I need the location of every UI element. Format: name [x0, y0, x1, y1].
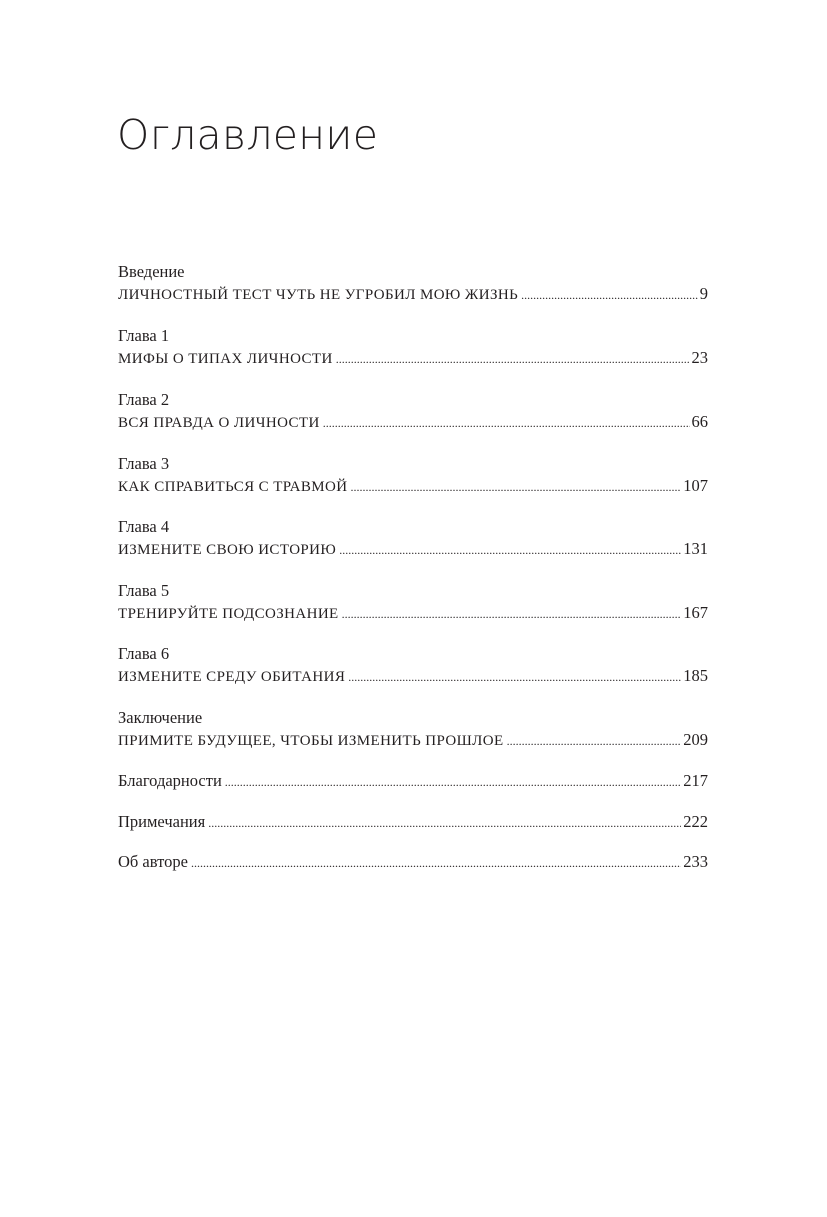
- dot-leader: [507, 730, 682, 752]
- toc-page-number: 217: [683, 771, 708, 790]
- dot-leader: [208, 812, 681, 834]
- toc-entry-kicker: Глава 5: [118, 581, 170, 600]
- toc-entry-about-author[interactable]: [118, 851, 708, 873]
- toc-entry-kicker: Глава 4: [118, 517, 170, 536]
- toc-entry-chapter-1[interactable]: [118, 325, 708, 369]
- toc-entry-line: [118, 347, 708, 369]
- toc-entry-line: [118, 283, 708, 305]
- toc-entry-conclusion[interactable]: [118, 707, 708, 751]
- toc-entry-chapter-6[interactable]: [118, 643, 708, 687]
- toc-entry-title: ИЗМЕНИТЕ СРЕДУ ОБИТАНИЯ: [118, 669, 346, 685]
- toc-entry-title: КАК СПРАВИТЬСЯ С ТРАВМОЙ: [118, 479, 348, 495]
- toc-entry-kicker: Глава 6: [118, 644, 170, 663]
- toc-entry-acknowledgements[interactable]: [118, 770, 708, 792]
- toc-page-number: 9: [699, 284, 708, 303]
- toc-entry-chapter-2[interactable]: [118, 389, 708, 433]
- toc-entry-title: МИФЫ О ТИПАХ ЛИЧНОСТИ: [118, 351, 333, 367]
- toc-entry-line: [118, 602, 708, 624]
- dot-leader: [336, 348, 690, 370]
- toc-entry-line: [118, 411, 708, 433]
- dot-leader: [191, 852, 681, 874]
- toc-entry-chapter-3[interactable]: [118, 453, 708, 497]
- toc-entry-line: [118, 475, 708, 497]
- toc-entry-line: [118, 851, 708, 873]
- toc-page-number: 66: [691, 412, 708, 431]
- toc-entry-title: ПРИМИТЕ БУДУЩЕЕ, ЧТОБЫ ИЗМЕНИТЬ ПРОШЛОЕ: [118, 733, 504, 749]
- toc-entry-line: [118, 811, 708, 833]
- toc-entry-title: ТРЕНИРУЙТЕ ПОДСОЗНАНИЕ: [118, 606, 339, 622]
- toc-entry-line: [118, 665, 708, 687]
- toc-entry-title: Примечания: [118, 812, 206, 831]
- toc-entry-kicker: Глава 1: [118, 326, 170, 345]
- toc-page-number: 185: [683, 666, 708, 685]
- toc-page-number: 209: [683, 730, 708, 749]
- toc-entry-line: [118, 729, 708, 751]
- toc-entry-line: [118, 538, 708, 560]
- toc-page-number: 23: [691, 348, 708, 367]
- toc-page-number: 222: [683, 812, 708, 831]
- toc-entry-introduction[interactable]: [118, 261, 708, 305]
- toc-entry-title: ВСЯ ПРАВДА О ЛИЧНОСТИ: [118, 415, 320, 431]
- dot-leader: [342, 603, 682, 625]
- page-title: Оглавление: [117, 111, 379, 159]
- toc-entry-kicker: Заключение: [118, 708, 203, 727]
- toc-entry-kicker: Глава 2: [118, 390, 170, 409]
- toc-entry-line: [118, 770, 708, 792]
- toc-entry-chapter-5[interactable]: [118, 580, 708, 624]
- toc-page-number: 107: [683, 476, 708, 495]
- dot-leader: [339, 539, 681, 561]
- dot-leader: [521, 284, 698, 306]
- toc-page-number: 167: [683, 603, 708, 622]
- toc-entry-chapter-4[interactable]: [118, 516, 708, 560]
- dot-leader: [350, 476, 681, 498]
- dot-leader: [348, 666, 681, 688]
- dot-leader: [225, 771, 681, 793]
- toc-entry-title: Об авторе: [118, 852, 188, 871]
- toc-entry-title: ИЗМЕНИТЕ СВОЮ ИСТОРИЮ: [118, 542, 337, 558]
- toc-entry-title: ЛИЧНОСТНЫЙ ТЕСТ ЧУТЬ НЕ УГРОБИЛ МОЮ ЖИЗНЬ: [118, 287, 519, 303]
- dot-leader: [323, 412, 690, 434]
- toc-entry-kicker: Глава 3: [118, 454, 170, 473]
- toc-entry-kicker: Введение: [118, 262, 185, 281]
- toc-entry-notes[interactable]: [118, 811, 708, 833]
- toc-entry-title: Благодарности: [118, 771, 222, 790]
- toc-page-number: 233: [683, 852, 708, 871]
- toc-page-number: 131: [683, 539, 708, 558]
